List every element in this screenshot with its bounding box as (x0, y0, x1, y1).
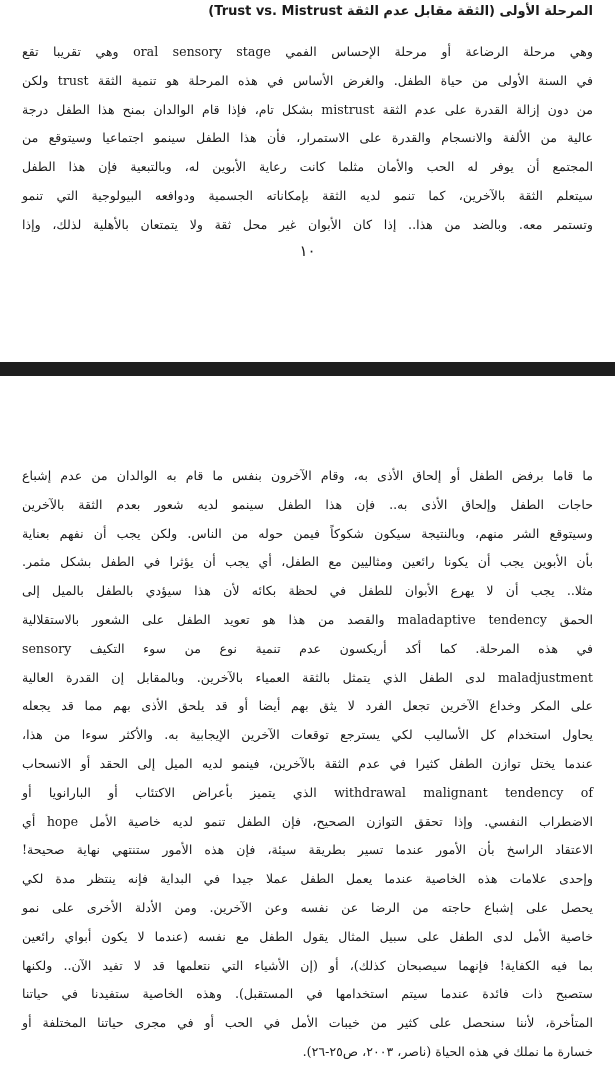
text-line: وهي مرحلة الرضاعة أو مرحلة الإحساس الفمي oral sensory stage وهي تقريبا تقع (22, 44, 593, 59)
text-line: بما فيه الكفاية! فإنهما سيصبحان كذلك)، أو (إن الأشياء التي نتعلمها قد لا تفيد الآن.. ولكنها (22, 957, 593, 973)
text-line: الحمق maladaptive tendency والقصد من هذا هو تعويد الطفل على الشعور بالاستقلالية (22, 611, 593, 627)
text-line: مثلا.. يجب أن لا يهرع الأبوان للطفل في لحظة بكائه لأن هذا سيؤدي بالطفل بالميل إلى (22, 583, 593, 599)
text-line: في السنة الأولى من حياة الطفل. والغرض الأساس في هذه المرحلة هو تنمية الثقة trust ولكن (22, 72, 594, 88)
page-number: ١٠ (299, 242, 316, 260)
text-line: خاصية الأمل لدى الطفل على سبيل المثال يقول الطفل مع نفسه (عندما لا يكون أبواي رائعين (22, 928, 593, 944)
text-line: وإحدى علامات هذه الخاصية عندما يعمل الطفل عملا جيدا في البداية فإنه ينتظر مدة لكي (22, 871, 593, 887)
text-line: ستصبح ذات فائدة عندما سيتم استخدامها في المستقبل). وهذه الخاصية ستفيدنا في حياتنا (22, 986, 593, 1002)
page-separator (0, 362, 615, 376)
text-line: maladjustment لدى الطفل الذي يتمثل بالثقة العمياء بالآخرين. وبالمقابل إن القدرة العالية (22, 669, 593, 685)
text-line: يحاول استخدام كل الأساليب لكي يسترجع توقعات الآخرين الإيجابية به. والأكثر سوءا من هذا، (22, 727, 593, 743)
text-line: يحصل على إشباع حاجته من الرضا عن نفسه وعن الآخرين. ومن الأدلة الأخرى على نمو (22, 899, 593, 915)
top-page (0, 0, 615, 362)
text-line: الاضطراب النفسي. وإذا تحقق التوازن الصحيح، فإن الطفل تنمو لديه خاصية الأمل hope أي (22, 813, 593, 829)
text-line: بأن الأبوين يجب أن يكونا رائعين ومثاليين مع الطفل، أي يجب أن يؤثرا في الطفل بشكل مثمر. (22, 554, 593, 570)
text-line: على المكر وخداع الآخرين تجعل الفرد لا يثق بهم أيضا أو قد يلحق الأذى بهم مما قد يجعله (22, 698, 593, 714)
text-line: سيتعلم الثقة بالآخرين، كما تنمو لديه الثقة بإمكاناته الجسمية ودوافعه البيولوجية التي تنمو (22, 187, 593, 203)
section-heading: المرحلة الأولى (الثقة مقابل عدم الثقة Trust vs. Mistrust) (208, 4, 593, 19)
text-line: وتستمر معه. وبالضد من هذا.. إذا كان الأبوان غير محل ثقة ولا يتمتعان بالأهلية لذلك، وإذا (22, 216, 593, 232)
text-line: في هذه المرحلة. كما أكد أريكسون عدم تنمية نوع من سوء التكيف sensory (22, 640, 593, 656)
text-line: المتأخرة، لأننا سنحصل على كثير من خيبات الأمل في الحب أو في مجرى حياتنا المختلفة أو (22, 1015, 593, 1031)
text-line: الاعتقاد الراسخ بأن الأمور عندما تسير بطريقة سيئة، فإن هذه الأمور ستنتهي نهاية صحيحة! (22, 842, 593, 858)
text-line: عالية من الألفة والانسجام والقدرة على الاستمرار، فأن هذا الطفل سينمو اجتماعيا وسيتوقع من (22, 130, 593, 146)
text-line: خسارة ما نملك في هذه الحياة (ناصر، ٢٠٠٣، ص٢٥-٢٦). (302, 1043, 593, 1059)
text-line: withdrawal malignant tendency of الذي يتميز بأعراض الاكتئاب أو البارانويا أو (22, 784, 593, 800)
bottom-page (0, 376, 615, 1059)
text-line: من دون إزالة القدرة على عدم الثقة mistrust بشكل تام، فإذا قام الوالدان بمنح هذا الطفل درجة (22, 101, 594, 117)
text-line: ما قاما برفض الطفل أو إلحاق الأذى به، وقام الآخرون بنفس ما قام به الوالدان من عدم إشباع (22, 468, 593, 483)
text-line: حاجات الطفل وإلحاق الأذى به.. فإن هذا الطفل سينمو لديه شعور بعدم الثقة بالآخرين (22, 496, 593, 512)
text-line: وسيتوقع الشر منهم، وبالنتيجة سيكون شكوكاً فيمن حوله من الناس. ولكن يجب أن نفهم بعناية (22, 525, 593, 541)
bottom-paragraph (22, 462, 593, 1067)
text-line: المجتمع أن يوفر له الحب والأمان مثلما كانت رعاية الأبوين له، وبالتبعية فإن هذا الطفل (22, 159, 593, 175)
text-line: عندما يختل توازن الطفل كثيرا في عدم الثقة بالآخرين، فينمو لديه الميل إلى الحقد أو الانسحاب (22, 755, 593, 771)
top-paragraph (22, 38, 593, 240)
